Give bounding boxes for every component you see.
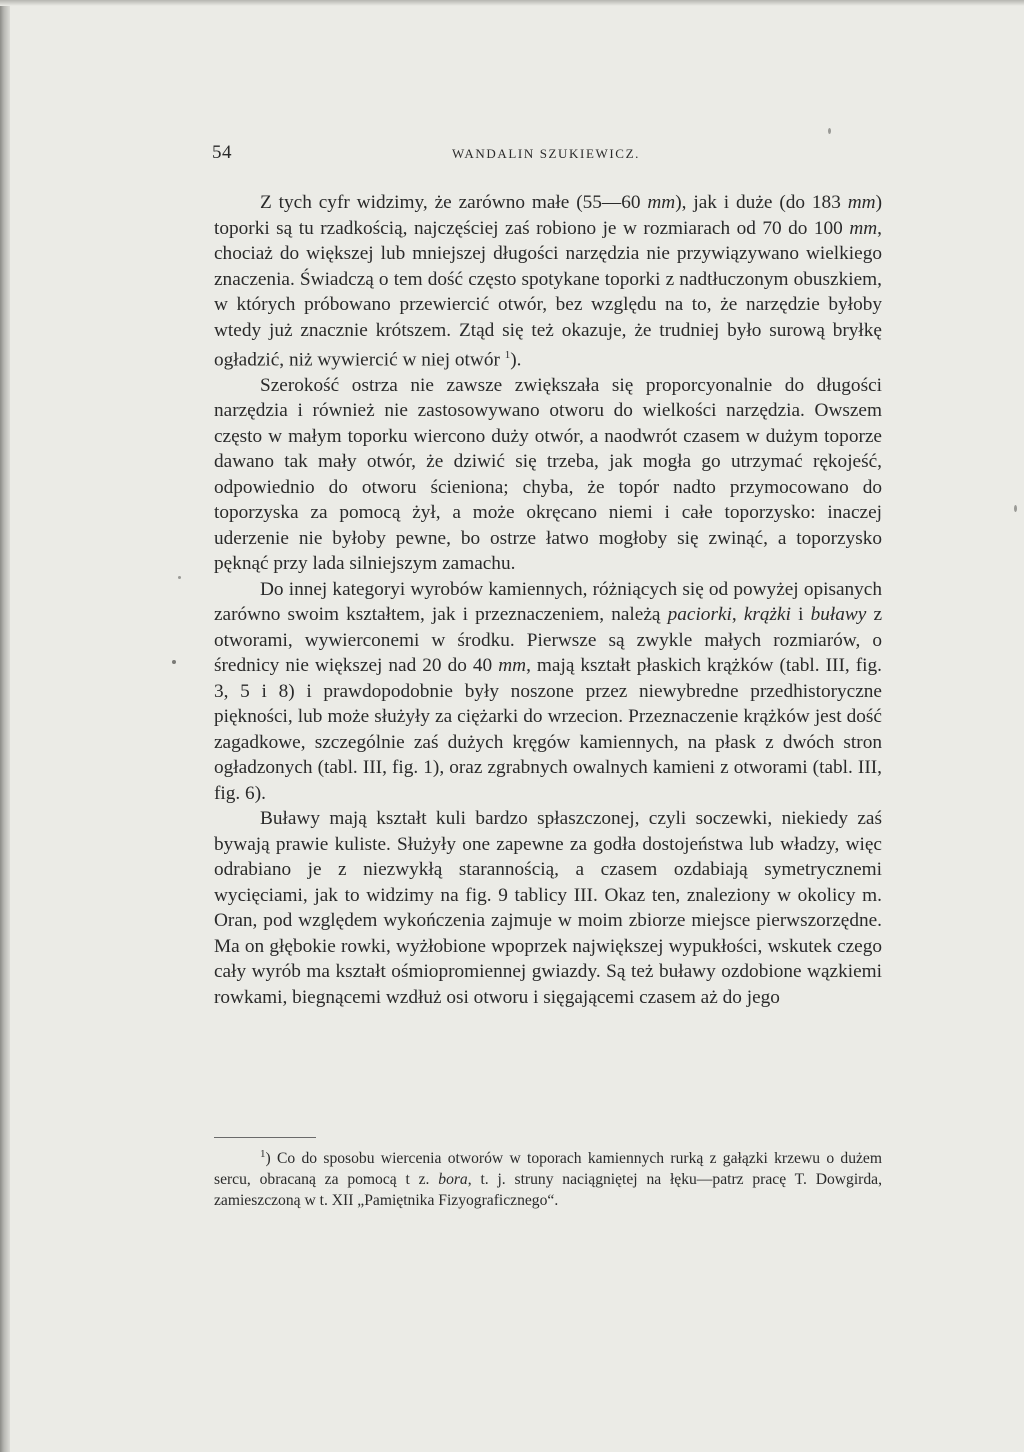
book-spine-shadow <box>0 0 10 1452</box>
scan-speck <box>178 576 181 579</box>
term-italic: paciorki <box>667 604 732 626</box>
unit-italic: mm <box>498 655 527 677</box>
footnote-divider <box>214 1137 316 1138</box>
term-italic: buławy <box>810 604 867 626</box>
text-run: Do innej kategoryi wyrobów kamiennych, różniących się od powyżej opisanych zarówno swoim kształtem, jak i przeznaczeniem, należą <box>214 578 882 626</box>
term-italic: krążki <box>743 604 791 626</box>
text-run: ). <box>510 349 522 371</box>
text-run: Z tych cyfr widzimy, że zarówno małe (55—60 <box>260 192 648 213</box>
scan-speck <box>828 128 831 134</box>
text-run: , t. j. struny naciągniętej na łęku—patrz pracę T. Dowgirda, zamieszczoną w t. XII „Pamiętnika Fizyograficznego“. <box>214 1171 882 1210</box>
paragraph-4: Buławy mają kształt kuli bardzo spłaszczonej, czyli soczewki, niekiedy zaś bywają prawie kuliste. Służyły one zapewne za godła dostojeństwa lub władzy, więc odrabiano je z niezwykłą starannością, a czasem ozdabiają symetrycznemi wycięciami, jak to widzimy na fig. 9 tablicy III. Okaz ten, znaleziony w okolicy m. Oran, pod względem wykończenia zajmuje w moim zbiorze miejsce pierwszorzędne. Ma on głębokie rowki, wyżłobione wpoprzek największej wypukłości, wskutek czego cały wyrób ma kształt ośmiopromiennej gwiazdy. Są też buławy ozdobione wązkiemi rowkami, biegnącemi wzdłuż osi otworu i sięgającemi czasem aż do jego <box>214 808 882 1008</box>
text-run: ) toporki są tu rzadkością, najczęściej zaś robiono je w rozmiarach od 70 do 100 <box>214 192 882 239</box>
text-run: , chociaż do większej lub mniejszej długości narzędzia nie przywiązywano wielkiego znaczenia. Świadczą o tem dość często spotykane toporki z nadtłuczonym obuszkiem, w których próbowano przewiercić otwór, bez względu na to, że narzędzie byłoby wtedy już znacznie krótszem. Ztąd się też okazuje, że trudniej było surową bryłkę ogładzić, niż wywiercić w niej otwór <box>214 217 882 371</box>
text-run: , mają kształt płaskich krążków (tabl. III, fig. 3, 5 i 8) i prawdopodobnie były noszone przez niewybredne przedhistoryczne piękności, lub może służyły za ciężarki do wrzecion. Przeznaczenie krążków jest dość zagadkowe, szczególnie zaś dużych kręgów kamiennych, na płask z dwóch stron ogładzonych (tabl. III, fig. 1), oraz zgrabnych owalnych kamieni z otworami (tabl. III, fig. 6). <box>214 655 882 804</box>
page-number: 54 <box>212 142 232 163</box>
paragraph-2: Szerokość ostrza nie zawsze zwiększała się proporcyonalnie do długości narzędzia i również nie zastosowywano otworu do wielkości narzędzia. Owszem często w małym toporku wiercono duży otwór, a naodwrót czasem w dużym toporze dawano tak mały otwór, że dziwić się trzeba, jak mogła go utrzymać rękojeść, odpowiednio do otworu ścieniona; chyba, że topór nadto przymocowano do toporzyska za pomocą żył, a może okręcano niemi i całe toporzysko: inaczej uderzenie nie byłoby pewne, bo ostrze łatwo mogłoby się zwinąć, a toporzysko pęknąć przy lada silniejszym zamachu. <box>214 374 882 575</box>
unit-italic: mm <box>847 192 876 213</box>
text-run: i <box>790 604 811 626</box>
page-header <box>212 142 884 172</box>
text-run: ) Co do sposobu wiercenia otworów w toporach kamiennych rurką z gałązki krzewu o dużem sercu, obracaną za pomocą t z. <box>214 1150 882 1189</box>
unit-italic: mm <box>647 192 676 213</box>
main-text <box>214 190 882 1010</box>
text-run: ), jak i duże (do 183 <box>675 192 848 213</box>
unit-italic: mm <box>849 217 878 239</box>
running-head: WANDALIN SZUKIEWICZ. <box>452 146 640 161</box>
footnote <box>214 1144 882 1211</box>
footnote-reference: 1 <box>504 349 511 361</box>
scan-speck <box>172 660 176 664</box>
page-top-edge <box>0 0 1024 6</box>
text-run: , <box>731 604 744 626</box>
footnote-marker: 1 <box>260 1148 266 1160</box>
scan-speck <box>1014 505 1017 512</box>
paragraph-3 <box>214 577 882 807</box>
paragraph-1 <box>214 190 882 373</box>
term-italic: bora <box>438 1171 468 1189</box>
text-run: z otworami, wywierconemi w środku. Pierwsze są zwykle małych rozmiarów, o średnicy nie większej nad 20 do 40 <box>214 604 883 677</box>
